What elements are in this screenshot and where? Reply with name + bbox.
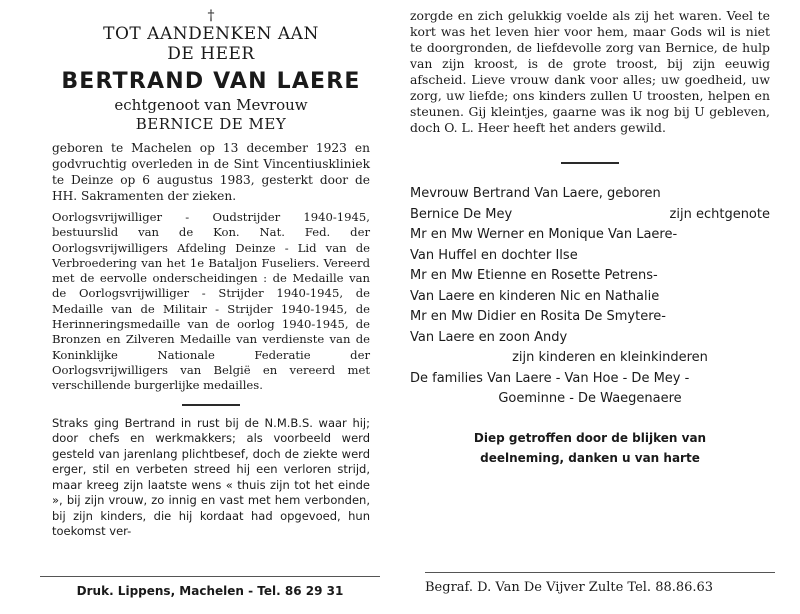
right-footer-rule xyxy=(425,572,775,573)
funeral-director-footer: Begraf. D. Van De Vijver Zulte Tel. 88.86.63 xyxy=(425,580,714,595)
left-panel xyxy=(52,8,370,540)
spouse-intro: echtgenoot van Mevrouw xyxy=(114,96,308,114)
right-panel xyxy=(410,8,770,468)
thanks-line-2: deelneming, danken u van harte xyxy=(480,450,700,465)
bio-paragraph: geboren te Machelen op 13 december 1923 en godvruchtig overleden in de Sint Vincentiuskliniek te Deinze op 6 augustus 1983, gesterkt door de HH. Sakramenten der zieken. xyxy=(52,141,370,203)
family-line: De families Van Laere - Van Hoe - De Mey - xyxy=(410,370,690,386)
thanks-line-1: Diep getroffen door de blijken van xyxy=(473,430,707,445)
left-footer-rule xyxy=(40,576,380,577)
heading-line-2: DE HEER xyxy=(167,44,255,64)
family-line: Mr en Mw Didier en Rosita De Smytere- xyxy=(410,309,666,324)
right-divider xyxy=(561,162,619,164)
family-line: Van Laere en kinderen Nic en Nathalie xyxy=(410,288,660,304)
family-line: Mr en Mw Werner en Monique Van Laere- xyxy=(410,227,678,242)
deceased-name: BERTRAND VAN LAERE xyxy=(61,69,361,94)
spouse-name: BERNICE DE MEY xyxy=(135,115,287,133)
left-divider xyxy=(182,404,240,406)
family-line: Bernice De Mey zijn echtgenote xyxy=(410,206,770,222)
family-line: Van Laere en zoon Andy xyxy=(410,329,568,345)
family-line: zijn kinderen en kleinkinderen xyxy=(512,350,708,365)
cross-icon: † xyxy=(207,8,215,24)
family-line: Goeminne - De Waegenaere xyxy=(498,391,682,406)
heading-line-1: TOT AANDENKEN AAN xyxy=(103,24,319,44)
printer-footer: Druk. Lippens, Machelen - Tel. 86 29 31 xyxy=(76,584,344,598)
thanks-block xyxy=(410,428,770,468)
family-line: Mevrouw Bertrand Van Laere, geboren xyxy=(410,186,661,201)
family-line: Mr en Mw Etienne en Rosette Petrens- xyxy=(410,268,658,283)
poem-paragraph: zorgde en zich gelukkig voelde als zij het waren. Veel te kort was het leven hier voor hem, maar Gods wil is niet te doorgronden, de liefdevolle zorg van Bernice, de hulp van zijn kroost, is de grote troost, bij zijn eeuwig afscheid. Lieve vrouw dank voor alles; uw goedheid, uw zorg, uw liefde; ons kinders zullen U troosten, helpen en steunen. Gij kleintjes, gaarne was ik nog bij U gebleven, doch O. L. Heer heeft het anders gewild. xyxy=(410,8,770,135)
family-list xyxy=(410,184,770,410)
military-paragraph: Oorlogsvrijwilliger - Oudstrijder 1940-1945, bestuurslid van de Kon. Nat. Fed. der Oorlogsvrijwilligers Afdeling Deinze - Lid van de Verbroedering van het 1e Bataljon Fuseliers. Vereerd met de eervolle onderscheidingen : de Medaille van de Oorlogsvrijwilliger - Strijder 1940-1945, de Medaille van de Militair - Strijder 1940-1945, de Herinneringsmedaille van de oorlog 1940-1945, de Bronzen en Zilveren Medaille van verdienste van de Koninklijke Nationale Federatie der Oorlogsvrijwilligers van België en vereerd met verschillende burgerlijke medailles. xyxy=(52,210,370,393)
tribute-paragraph: Straks ging Bertrand in rust bij de N.M.B.S. waar hij; door chefs en werkmakkers; als voorbeeld werd gesteld van jarenlang plichtbesef, doch de ziekte werd erger, stil en verbeten streed hij een verloren strijd, maar kreeg zijn laatste wens « thuis zijn tot het einde », bij zijn vrouw, zo innig en vast met hem verbonden, bij zijn kinders, die hij kordaat had opgevoed, hun toekomst ver- xyxy=(52,415,370,539)
family-line: Van Huffel en dochter Ilse xyxy=(410,247,578,263)
